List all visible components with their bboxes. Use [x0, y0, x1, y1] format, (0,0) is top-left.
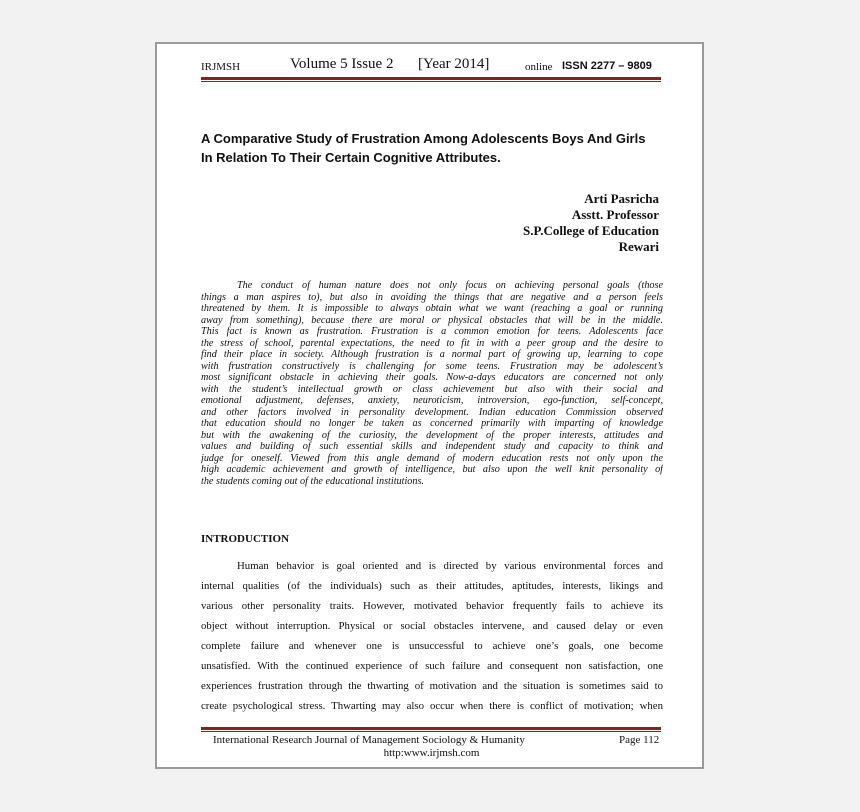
header-volume: Volume 5 Issue 2 — [290, 56, 394, 72]
body-line: various other personality traits. However, motivated behavior frequently fails to achieve its — [201, 600, 663, 612]
abstract-line: values and building of such essential skills and independent study and capacity to think and — [201, 441, 663, 452]
footer-page-number: Page 112 — [619, 734, 660, 746]
body-line: complete failure and whenever one is unsuccessful to achieve one’s goals, one become — [201, 640, 663, 652]
abstract-line: away from something), because there are moral or physical obstacles that will be in the middle. — [201, 314, 663, 326]
abstract-line: with frustration constructively is challenging for some teens. Frustration may be adolescent’s — [201, 360, 663, 372]
body-line: experiences frustration through the thwarting of motivation and the situation is sometimes said to — [201, 680, 663, 692]
introduction-body — [201, 556, 663, 716]
body-line: unsatisfied. With the continued experience of such failure and consequent non satisfaction, one — [201, 660, 663, 672]
author-block — [523, 191, 659, 255]
abstract-line: with the student’s intellectual growth or class achievement but also with their social and — [201, 383, 663, 395]
abstract-line: emotional adjustment, defenses, anxiety, neuroticism, introversion, ego-function, self-concept, — [201, 395, 663, 406]
abstract-line: things a man aspires to), but also in avoiding the things that are negative and a person feels — [201, 291, 663, 303]
abstract — [201, 280, 663, 487]
header-rule-thin — [201, 81, 661, 82]
abstract-line: but with the awakening of the curiosity, the development of the proper interests, attitudes and — [201, 429, 663, 441]
abstract-line: high academic achievement and growth of intelligence, but also upon the well knit personality of — [201, 464, 663, 475]
abstract-line: the stress of school, parental expectations, the need to fit in with a peer group and the desire to — [201, 337, 663, 349]
title-line-1: A Comparative Study of Frustration Among Adolescents Boys And Girls — [201, 131, 646, 146]
title-line-2: In Relation To Their Certain Cognitive Attributes. — [201, 150, 501, 165]
abstract-line: threatened by them. It is impossible to always obtain what we want (reaching a goal or running — [201, 303, 663, 314]
header-year: [Year 2014] — [418, 56, 490, 72]
header-journal: IRJMSH — [201, 61, 241, 73]
author-city: Rewari — [618, 239, 659, 254]
footer-url: http:www.irjmsh.com — [383, 747, 480, 759]
abstract-line: The conduct of human nature does not only focus on achieving personal goals (those — [237, 280, 663, 291]
header-rule — [201, 77, 661, 80]
abstract-line: the students coming out of the educational institutions. — [201, 475, 424, 487]
abstract-line: most significant obstacle in achieving their goals. Now-a-days educators are concerned not only — [201, 372, 663, 383]
paper-title — [201, 129, 667, 167]
footer-journal: International Research Journal of Management Sociology & Humanity — [213, 734, 525, 746]
body-line: internal qualities (of the individuals) such as their attitudes, aptitudes, interests, likings and — [201, 580, 663, 592]
header-online: online — [525, 61, 553, 73]
document-page — [155, 42, 704, 769]
abstract-line: judge for oneself. Viewed from this angle demand of modern education rests not only upon the — [201, 452, 663, 464]
abstract-line: find their place in society. Although frustration is a normal part of growing up, learning to cope — [201, 349, 663, 360]
abstract-line: and other factors involved in personality development. Indian education Commission observed — [201, 406, 663, 418]
section-heading-introduction: INTRODUCTION — [201, 533, 290, 545]
body-line: Human behavior is goal oriented and is directed by various environmental forces and — [237, 560, 663, 572]
footer-rule — [201, 727, 661, 730]
abstract-line: This fact is known as frustration. Frustration is a common emotion for teens. Adolescents face — [201, 326, 663, 337]
author-name: Arti Pasricha — [584, 191, 659, 206]
author-institution: S.P.College of Education — [522, 223, 659, 238]
running-header — [201, 56, 661, 78]
header-issn: ISSN 2277 – 9809 — [562, 60, 652, 72]
body-line: object without interruption. Physical or social obstacles intervene, and caused delay or even — [201, 620, 663, 632]
abstract-line: that education should no longer be taken as concerned primarily with imparting of knowledge — [201, 418, 663, 429]
body-line: create psychological stress. Thwarting may also occur when there is conflict of motivation; when — [201, 700, 663, 712]
footer-rule-thin — [201, 731, 661, 732]
author-position: Asstt. Professor — [571, 207, 659, 222]
